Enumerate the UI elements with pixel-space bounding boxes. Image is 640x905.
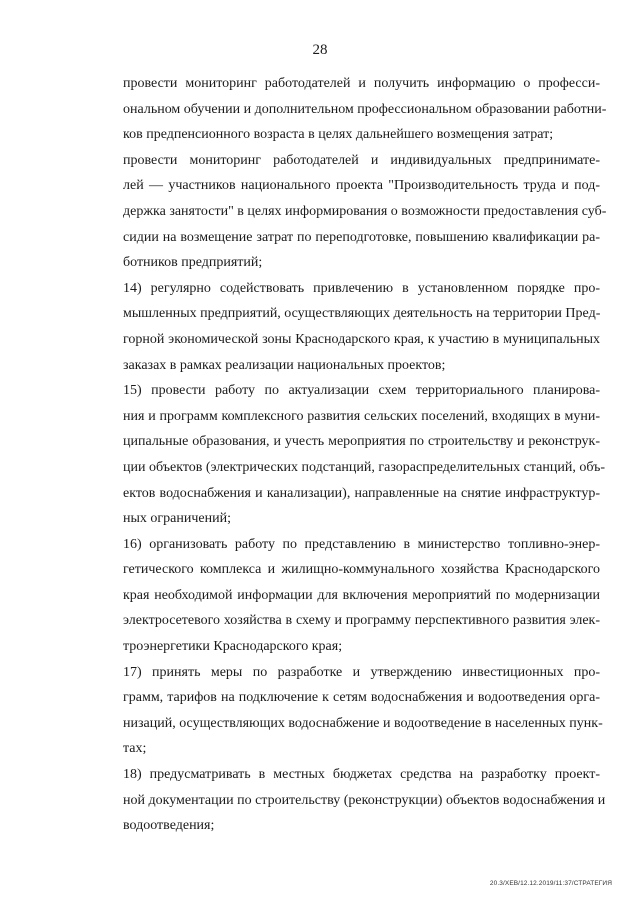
text-line: водоотведения;	[123, 818, 215, 834]
text-line: низаций, осуществляющих водоснабжение и водоотведение в населенных пунк-	[123, 715, 603, 731]
text-line: держка занятости" в целях информирования о возможности предоставления суб-	[123, 203, 607, 219]
text-line: провести мониторинг работодателей и индивидуальных предпринимате-	[123, 152, 600, 168]
text-line: заказах в рамках реализации национальных проектов;	[123, 357, 446, 373]
text-line: края необходимой информации для включения мероприятий по модернизации	[123, 587, 600, 603]
paragraph	[115, 378, 606, 532]
text-line: лей — участников национального проекта "Производительность труда и под-	[123, 178, 600, 194]
document-body	[115, 71, 607, 839]
text-line: 16) организовать работу по представлению в министерство топливно-энер-	[123, 536, 600, 552]
text-line: грамм, тарифов на подключение к сетям водоснабжения и водоотведения орга-	[123, 690, 600, 706]
text-line: ков предпенсионного возраста в целях дальнейшего возмещения затрат;	[123, 127, 554, 143]
text-line: электросетевого хозяйства в схему и программу перспективного развития элек-	[123, 613, 600, 629]
text-line: ципальные образования, и учесть мероприятия по строительству и реконструк-	[123, 434, 600, 450]
text-line: троэнергетики Краснодарского края;	[123, 639, 343, 655]
footer-stamp: 20.3/ХЕВ/12.12.2019/11:37/СТРАТЕГИЯ	[489, 880, 612, 887]
text-line: 15) провести работу по актуализации схем территориального планирова-	[123, 383, 600, 399]
text-line: мышленных предприятий, осуществляющих деятельность на территории Пред-	[123, 306, 601, 322]
text-line: ектов водоснабжения и канализации), направленные на снятие инфраструктур-	[123, 485, 600, 501]
text-line: ональном обучении и дополнительном профессиональном образовании работни-	[123, 101, 607, 117]
text-line: 18) предусматривать в местных бюджетах средства на разработку проект-	[123, 767, 600, 783]
text-line: ботников предприятий;	[123, 255, 263, 271]
text-line: горной экономической зоны Краснодарского края, к участию в муниципальных	[123, 331, 600, 347]
paragraph	[115, 762, 606, 839]
text-line: провести мониторинг работодателей и получить информацию о професси-	[123, 76, 600, 91]
text-line: ции объектов (электрических подстанций, газораспределительных станций, объ-	[123, 459, 606, 475]
paragraph	[115, 276, 600, 378]
paragraph	[115, 532, 600, 660]
text-line: тах;	[123, 741, 147, 757]
text-line: ния и программ комплексного развития сельских поселений, входящих в муни-	[123, 408, 600, 424]
text-line: гетического комплекса и жилищно-коммунального хозяйства Краснодарского	[123, 562, 600, 578]
text-line: ных ограничений;	[123, 511, 231, 527]
text-line: 14) регулярно содействовать привлечению в установленном порядке про-	[123, 280, 600, 296]
text-line: ной документации по строительству (реконструкции) объектов водоснабжения и	[123, 792, 606, 808]
paragraph	[115, 148, 607, 276]
paragraph	[115, 660, 603, 762]
text-line: 17) принять меры по разработке и утверждению инвестиционных про-	[123, 664, 600, 680]
text-line: сидии на возмещение затрат по переподготовке, повышению квалификации ра-	[123, 229, 600, 245]
paragraph	[115, 71, 607, 148]
page-number: 28	[312, 42, 328, 58]
